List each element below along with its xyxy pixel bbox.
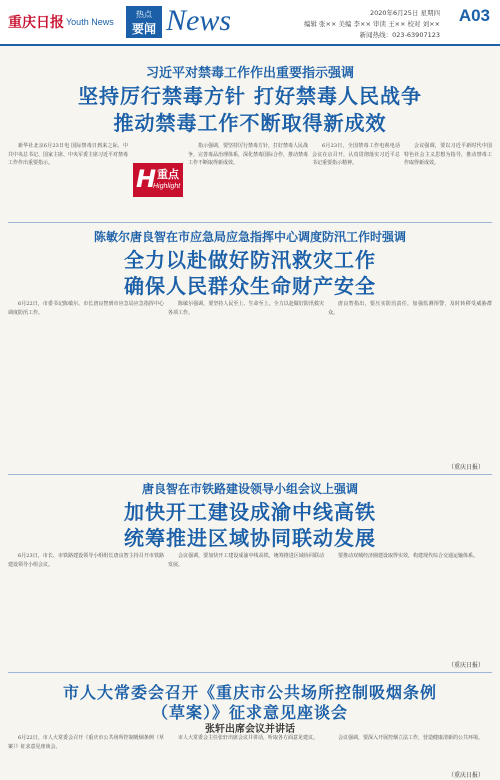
article-4-column-3: 会议强调，要深入开展控烟立法工作，营造健康清新的公共环境。 <box>338 735 484 741</box>
page-number: A03 <box>458 6 490 25</box>
article-1-title-line2: 推动禁毒工作不断取得新成效 <box>113 111 387 135</box>
divider <box>8 222 492 223</box>
article-1 <box>0 52 500 217</box>
paper-subname: Youth News <box>66 17 114 27</box>
article-1-column-4: 会议强调，要以习近平新时代中国特色社会主义思想为指导，推动禁毒工作取得新成效。 <box>404 143 492 166</box>
article-3-title-line2: 统筹推进区域协同联动发展 <box>124 526 376 550</box>
divider <box>8 672 492 673</box>
article-3-column-3: 要推动双城经济圈建设取得实效，构建现代综合交通运输体系。 <box>338 553 479 559</box>
article-2-title-line1: 全力以赴做好防汛救灾工作 <box>124 248 376 272</box>
article-4-title-line2: （草案）》征求意见座谈会 <box>151 703 348 722</box>
article-2-title-line2: 确保人民群众生命财产安全 <box>124 274 376 298</box>
article-3-pretitle: 唐良智在市铁路建设领导小组会议上强调 <box>141 482 358 496</box>
article-2-column-2: 陈敏尔强调，要坚持人民至上、生命至上，全力以赴做好防汛救灾各项工作。 <box>168 301 324 316</box>
article-4-title-line1: 市人大常委会召开《重庆市公共场所控制吸烟条例 <box>62 683 437 702</box>
article-3-column-1: 6月23日，市长、市铁路建设领导小组组长唐良智主持召开市铁路建设领导小组会议。 <box>8 553 164 568</box>
article-1-column-2: 指示强调，要坚持厉行禁毒方针，打好禁毒人民战争，完善毒品治理体系，深化禁毒国际合作，推动禁毒工作不断取得新成效。 <box>188 143 308 166</box>
paper-name: 重庆日报 <box>8 15 64 31</box>
masthead <box>0 0 500 46</box>
badge-zh: 重点 <box>157 168 179 181</box>
article-1-title-line1: 坚持厉行禁毒方针 打好禁毒人民战争 <box>78 84 422 108</box>
section-english: News <box>166 4 232 37</box>
article-1-pretitle: 习近平对禁毒工作作出重要指示强调 <box>145 66 354 81</box>
section-top: 热点 <box>136 10 152 19</box>
article-4-subtitle: 张轩出席会议并讲话 <box>205 724 295 735</box>
article-3-title-line1: 加快开工建设成渝中线高铁 <box>124 500 376 524</box>
article-2-column-1: 6月22日，市委书记陈敏尔、市长唐良智到市应急局应急指挥中心调度防汛工作。 <box>8 301 164 316</box>
article-1-column-1: 新华社北京6月23日电 国际禁毒日到来之际，中共中央总书记、国家主席、中央军委主席习近平对禁毒工作作出重要指示。 <box>8 143 128 166</box>
article-4-column-1: 6月22日，市人大常委会召开《重庆市公共场所控制吸烟条例（草案）》征求意见座谈会。 <box>8 735 164 750</box>
contact-line: 新闻热线：023-63907123 <box>359 31 440 39</box>
article-2-column-3: 唐良智指出，要压实防汛责任，加强监测预警，及时转移受威胁群众。 <box>328 301 492 316</box>
article-2-pretitle: 陈敏尔唐良智在市应急局应急指挥中心调度防汛工作时强调 <box>93 230 406 244</box>
date-line: 2020年6月25日 星期四 <box>369 9 440 17</box>
badge-letter: H <box>136 165 157 193</box>
section-bottom: 要闻 <box>131 22 156 36</box>
article-3-source: （重庆日报） <box>448 662 485 669</box>
article-4-column-2: 市人大常委会主任张轩出席会议并讲话，听取各方面意见建议。 <box>178 735 319 741</box>
newspaper-logo <box>8 10 114 34</box>
section-box <box>126 6 162 38</box>
article-3-column-2: 会议强调，要加快开工建设成渝中线高铁，统筹推进区域协同联动发展。 <box>168 553 324 568</box>
article-1-column-3: 6月23日，全国禁毒工作电视电话会议在京召开，认真贯彻落实习近平总书记重要指示精神。 <box>312 143 400 166</box>
divider <box>8 474 492 475</box>
highlight-badge <box>133 163 183 197</box>
badge-en: Highlight <box>153 183 181 190</box>
masthead-info <box>304 8 440 41</box>
article-4-source: （重庆日报） <box>448 772 485 779</box>
editors-line: 编辑 张×× 美编 李×× 审读 王×× 校对 刘×× <box>303 20 440 28</box>
article-2-source: （重庆日报） <box>448 464 485 471</box>
